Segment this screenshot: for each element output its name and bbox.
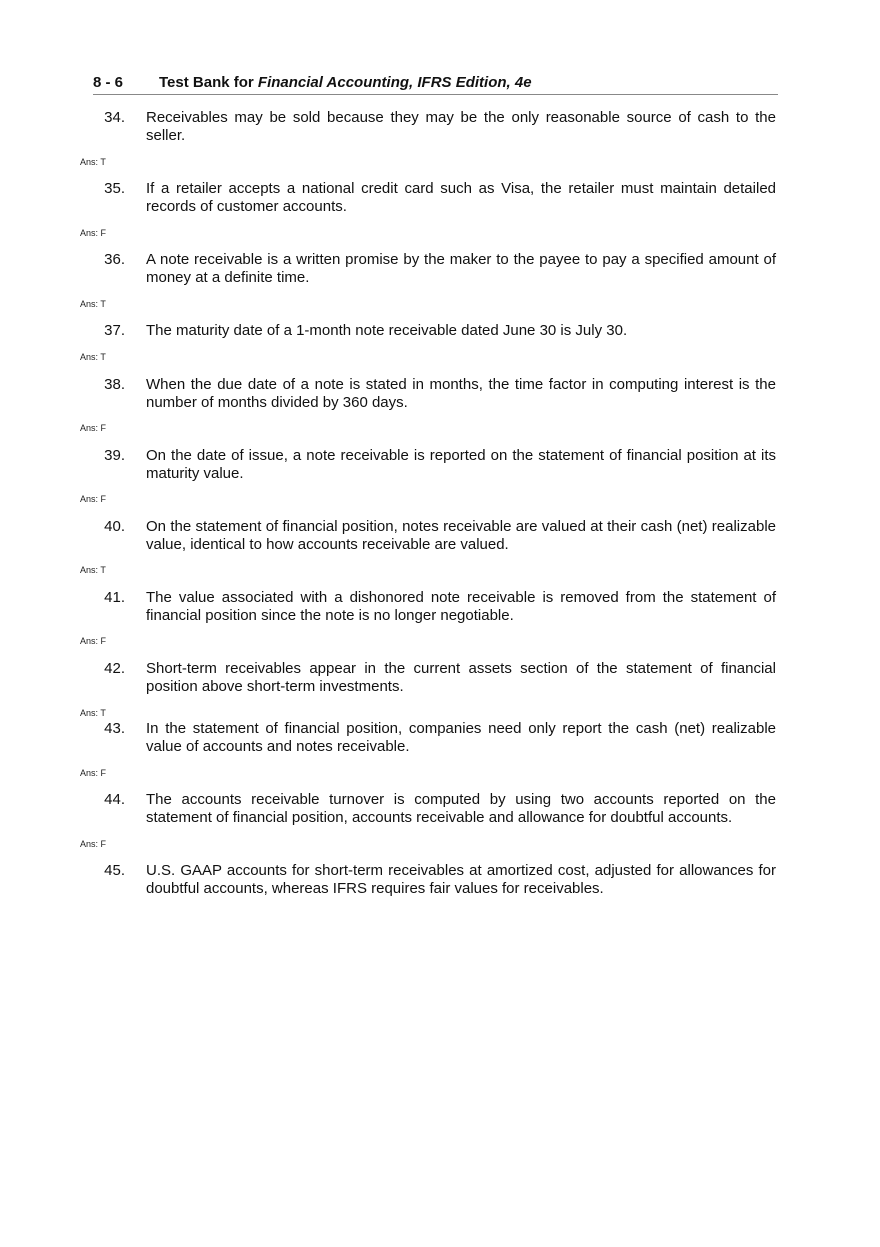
question-number: 38. [104,376,125,393]
question-text: The accounts receivable turnover is computed by using two accounts reported on the statement of financial position, accounts receivable and allowance for doubtful accounts. [146,791,776,826]
answer-label: Ans: T [80,352,106,362]
question-item [80,376,776,412]
question-item [80,862,776,898]
question-item [80,720,776,756]
question-text: If a retailer accepts a national credit card such as Visa, the retailer must maintain detailed records of customer accounts. [146,180,776,215]
question-text: The value associated with a dishonored note receivable is removed from the statement of financial position since the note is no longer negotiable. [146,589,776,624]
answer-label: Ans: F [80,423,107,433]
answer-label: Ans: T [80,708,106,718]
answer-label: Ans: F [80,228,107,238]
question-number: 44. [104,791,125,808]
question-text: In the statement of financial position, companies need only report the cash (net) realizable value of accounts and notes receivable. [146,720,776,755]
question-item [80,791,776,827]
question-number: 37. [104,322,125,339]
question-text: U.S. GAAP accounts for short-term receivables at amortized cost, adjusted for allowances for doubtful accounts, whereas IFRS requires fair values for receivables. [146,862,776,897]
question-item [80,109,776,145]
question-text: Short-term receivables appear in the current assets section of the statement of financial position above short-term investments. [146,660,776,695]
question-number: 39. [104,447,125,464]
answer-label: Ans: T [80,299,106,309]
page-number: 8 - 6 [93,74,124,91]
header-book-title: Financial Accounting, IFRS Edition, 4e [257,74,532,91]
question-text: The maturity date of a 1-month note receivable dated June 30 is July 30. [146,322,628,339]
question-item [80,589,776,625]
question-number: 41. [104,589,125,606]
question-text: A note receivable is a written promise by the maker to the payee to pay a specified amount of money at a definite time. [146,251,776,286]
answer-label: Ans: F [80,636,107,646]
question-item [80,322,776,340]
question-item [80,447,776,483]
question-item [80,660,776,696]
question-item [80,518,776,554]
answer-label: Ans: F [80,839,107,849]
page-header [93,74,778,95]
question-text: On the date of issue, a note receivable is reported on the statement of financial position at its maturity value. [146,447,776,482]
question-number: 42. [104,660,125,677]
question-number: 34. [104,109,125,126]
question-number: 43. [104,720,125,737]
question-text: Receivables may be sold because they may be the only reasonable source of cash to the seller. [146,109,776,144]
question-text: On the statement of financial position, notes receivable are valued at their cash (net) realizable value, identical to how accounts receivable are valued. [146,518,776,553]
question-number: 36. [104,251,125,268]
question-number: 40. [104,518,125,535]
question-text: When the due date of a note is stated in months, the time factor in computing interest is the number of months divided by 360 days. [146,376,776,411]
answer-label: Ans: T [80,565,106,575]
question-number: 35. [104,180,125,197]
answer-label: Ans: F [80,494,107,504]
question-number: 45. [104,862,125,879]
header-title-prefix: Test Bank for [159,74,258,91]
question-item [80,251,776,287]
answer-label: Ans: T [80,157,106,167]
answer-label: Ans: F [80,768,107,778]
question-item [80,180,776,216]
